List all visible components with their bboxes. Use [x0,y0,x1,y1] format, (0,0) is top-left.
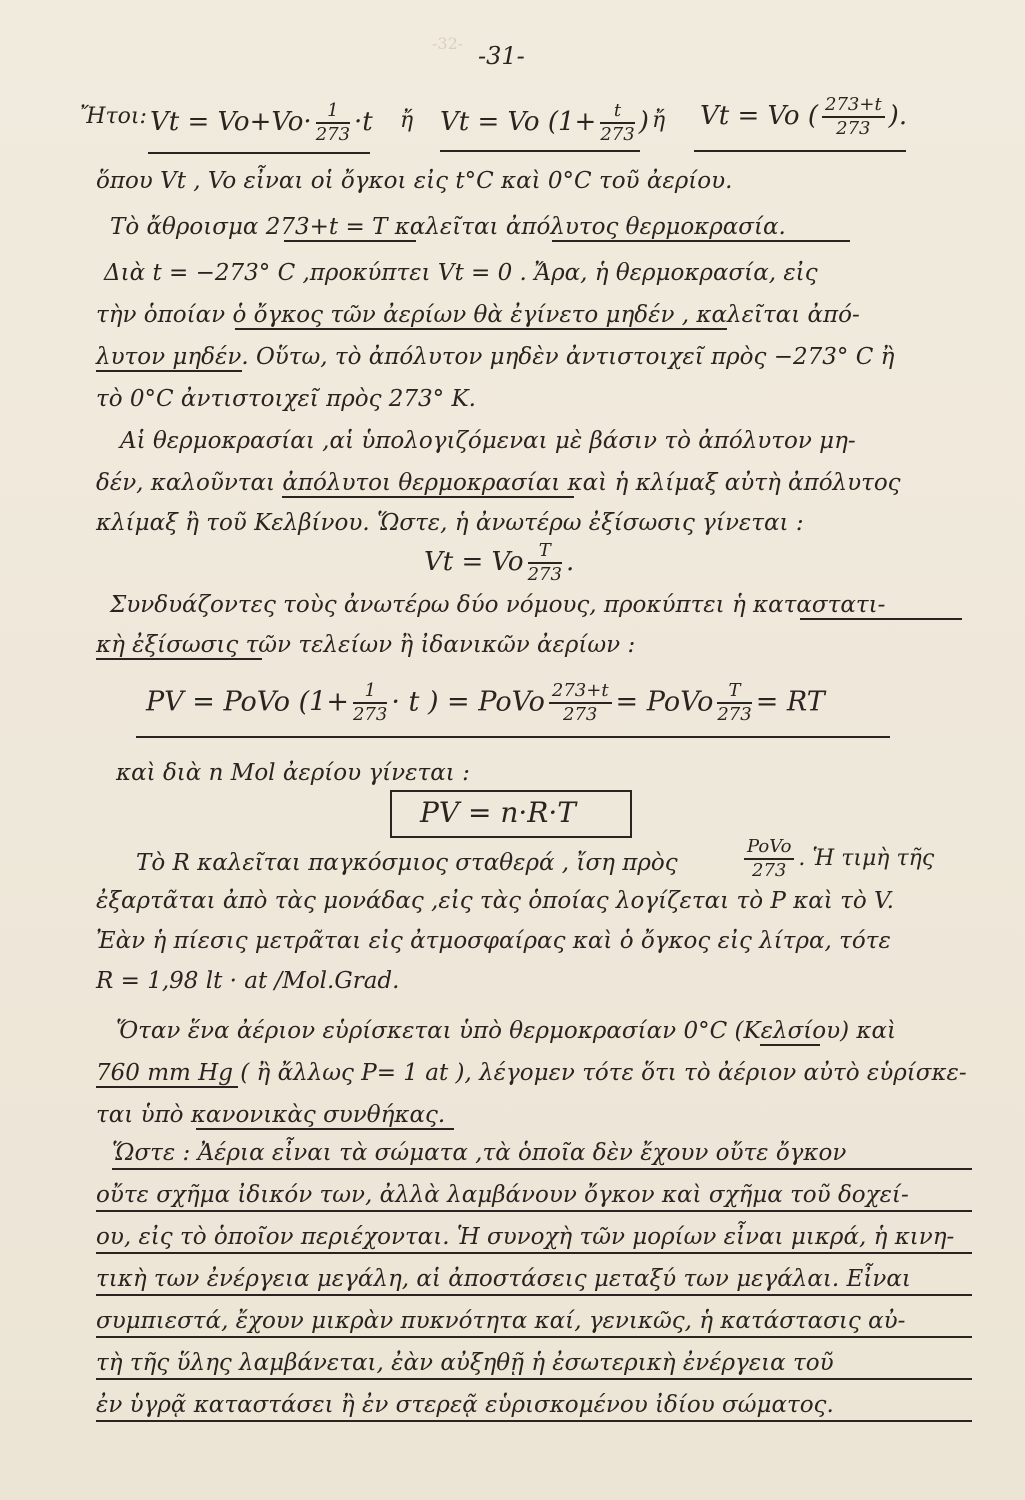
equation-b-left: Vt = Vo (1+ [440,107,597,137]
text-line-16: R = 1,98 lt · at /Mol.Grad. [96,968,400,994]
equation-a [150,100,373,146]
equation-state [146,680,825,726]
summary-line-7: ἐν ὑγρᾷ καταστάσει ἢ ἐν στερεᾷ εὑρισκομένου ἰδίου σώματος. [96,1390,972,1422]
frac-denominator: 273 [563,704,598,725]
summary-line-2: οὔτε σχῆμα ἰδικόν των, ἀλλὰ λαμβάνουν ὄγκον καὶ σχῆμα τοῦ δοχεί- [96,1180,972,1212]
text-line-13: Τὸ R καλεῖται παγκόσμιος σταθερά , ἴση πρὸς [136,850,678,876]
underline-state-equation-2 [96,658,262,660]
frac-denominator: 273 [352,704,388,725]
text-line-19: ται ὑπὸ κανονικὰς συνθήκας. [96,1102,446,1128]
equation-state-part-3: = PoVo [615,686,714,718]
text-line-6: τὸ 0°C ἀντιστοιχεῖ πρὸς 273° K. [96,386,476,412]
equation-c [700,94,907,140]
underline-normal-conditions [196,1128,454,1130]
equation-state-fraction-1 [353,680,387,726]
equation-c-right: ). [888,101,908,131]
summary-line-4: τικὴ των ἐνέργεια μεγάλη, αἱ ἀποστάσεις μεταξύ των μεγάλαι. Εἶναι [96,1264,972,1296]
text-line-5: λυτον μηδέν. Οὕτω, τὸ ἀπόλυτον μηδὲν ἀντιστοιχεῖ πρὸς −273° C ἢ [96,344,895,370]
underline-absolute-zero [96,370,242,372]
r-fraction-tail: . Ἡ τιμὴ τῆς [798,846,935,871]
text-line-8: δέν, καλοῦνται ἀπόλυτοι θερμοκρασίαι καὶ ἡ κλίμαξ αὐτὴ ἀπόλυτος [96,470,901,496]
frac-numerator: 273+t [822,94,885,118]
frac-denominator: 273 [836,118,871,139]
equation-kelvin [424,540,574,586]
underline-zero-volume [235,328,727,330]
equation-a-right: ·t [354,107,373,137]
underline-state-equation [136,736,890,738]
equation-kelvin-fraction [528,540,562,586]
summary-line-5: συμπιεστά, ἔχουν μικρὰν πυκνότητα καί, γενικῶς, ἡ κατάστασις αὐ- [96,1306,972,1338]
bleed-through-page-number: -32- [432,34,464,53]
frac-numerator: 1 [316,100,350,124]
summary-line-3: ου, εἰς τὸ ὁποῖον περιέχονται. Ἡ συνοχὴ τῶν μορίων εἶναι μικρά, ἡ κινη- [96,1222,972,1254]
underline-absolute-temperature [552,240,850,242]
frac-numerator: t [600,100,634,124]
text-line-10: Συνδυάζοντες τοὺς ἀνωτέρω δύο νόμους, προκύπτει ἡ καταστατι- [110,592,886,618]
text-line-18: 760 mm Hg ( ἢ ἄλλως P= 1 at ), λέγομεν τότε ὅτι τὸ ἀέριον αὐτὸ εὑρίσκε- [96,1060,967,1086]
underline-760mmHg [96,1086,238,1088]
equation-kelvin-left: Vt = Vo [424,547,524,577]
frac-denominator: 273 [717,704,752,725]
equation-c-fraction [822,94,885,140]
text-line-7: Αἱ θερμοκρασίαι ,αἱ ὑπολογιζόμεναι μὲ βάσιν τὸ ἀπόλυτον μη- [120,428,856,454]
frac-denominator: 273 [527,564,562,585]
underline-equation-a [148,152,370,154]
underline-equation-c [694,150,906,152]
equation-kelvin-right: . [565,547,575,577]
text-line-14: ἐξαρτᾶται ἀπὸ τὰς μονάδας ,εἰς τὰς ὁποίας λογίζεται τὸ P καὶ τὸ V. [96,888,894,914]
equation-c-left: Vt = Vo ( [700,101,818,131]
text-line-17: Ὅταν ἕνα ἀέριον εὑρίσκεται ὑπὸ θερμοκρασίαν 0°C (Κελσίου) καὶ [116,1018,897,1044]
page-number: -31- [478,42,525,70]
text-line-2: Τὸ ἄθροισμα 273+t = T καλεῖται ἀπόλυτος θερμοκρασία. [110,214,786,240]
frac-numerator: T [717,680,751,704]
lead-word: Ἤτοι: [80,104,147,129]
frac-numerator: 1 [353,680,387,704]
text-line-15: Ἐὰν ἡ πίεσις μετρᾶται εἰς ἀτμοσφαίρας καὶ ὁ ὄγκος εἰς λίτρα, τότε [96,928,891,954]
equation-state-part-4: = RT [755,686,825,718]
underline-T [284,240,416,242]
underline-absolute-temperatures [282,496,574,498]
frac-denominator: 273 [600,124,635,145]
equation-state-part-2: · t ) = PoVo [391,686,545,718]
or-word-2: ἤ [652,108,666,133]
underline-state-equation-1 [800,618,962,620]
equation-b [440,100,649,146]
equation-state-fraction-3 [717,680,751,726]
summary-line-1: Ὥστε : Ἀέρια εἶναι τὰ σώματα ,τὰ ὁποῖα δὲν ἔχουν οὔτε ὄγκον [112,1138,972,1170]
text-line-11: κὴ ἐξίσωσις τῶν τελείων ἢ ἰδανικῶν ἀερίων : [96,632,636,658]
summary-line-6: τὴ τῆς ὕλης λαμβάνεται, ἐὰν αὐξηθῇ ἡ ἐσωτερικὴ ἐνέργεια τοῦ [96,1348,972,1380]
equation-b-right: ) [638,107,649,137]
frac-denominator: 273 [752,860,787,881]
frac-numerator: PoVo [744,836,794,860]
r-fraction [740,836,934,882]
or-word-1: ἤ [400,108,414,133]
equation-state-fraction-2 [549,680,612,726]
frac-denominator: 273 [315,124,351,145]
text-line-3: Διὰ t = −273° C ,προκύπτει Vt = 0 . Ἄρα, ἡ θερμοκρασία, εἰς [104,260,818,286]
text-line-9: κλίμαξ ἢ τοῦ Κελβίνου. Ὥστε, ἡ ἀνωτέρω ἐξίσωσις γίνεται : [96,510,804,536]
text-line-1: ὅπου Vt , Vo εἶναι οἱ ὄγκοι εἰς t°C καὶ 0°C τοῦ ἀερίου. [96,168,733,194]
equation-b-fraction [600,100,634,146]
equation-a-fraction [316,100,350,146]
r-fraction-value [744,836,794,882]
equation-state-part-1: PV = PoVo (1+ [146,686,349,718]
text-line-4: τὴν ὁποίαν ὁ ὄγκος τῶν ἀερίων θὰ ἐγίνετο μηδέν , καλεῖται ἀπό- [96,302,860,328]
frac-numerator: 273+t [549,680,612,704]
equation-a-left: Vt = Vo+Vo· [150,107,312,137]
text-line-12: καὶ διὰ n Mol ἀερίου γίνεται : [116,760,470,786]
frac-numerator: T [528,540,562,564]
boxed-equation: PV = n·R·T [420,796,576,829]
underline-zero-celsius [760,1044,820,1046]
underline-equation-b [440,150,640,152]
